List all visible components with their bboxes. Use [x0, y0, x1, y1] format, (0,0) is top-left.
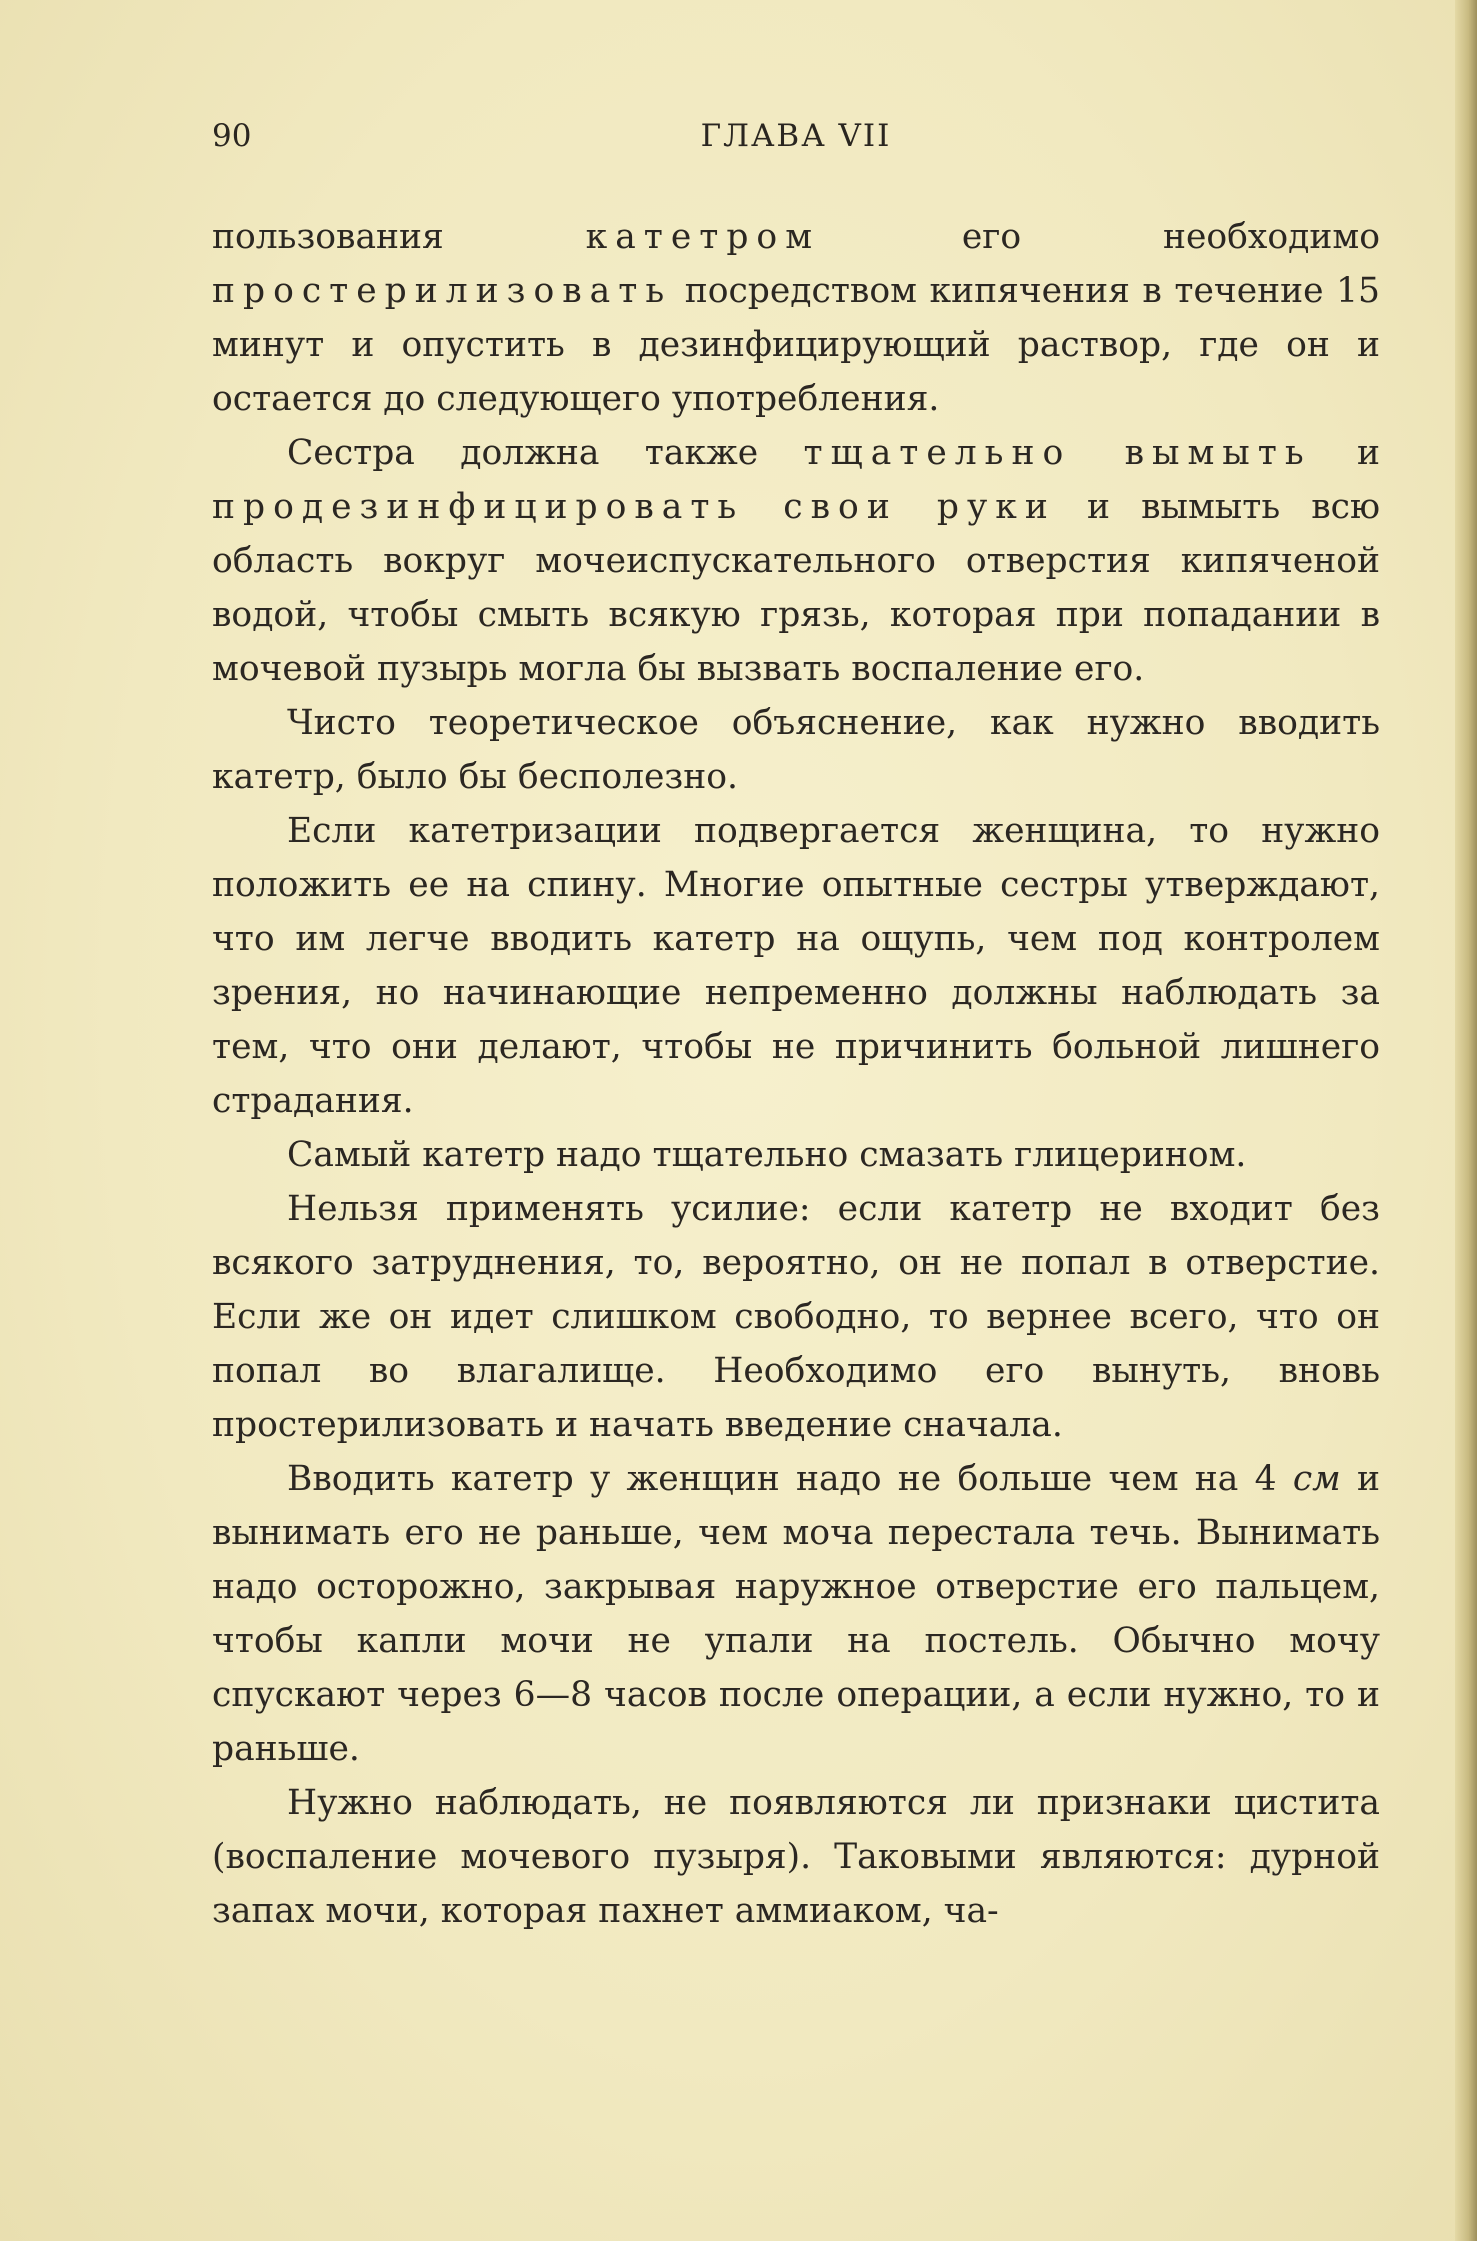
paragraph-4: Если катетризации подвергается женщина, то нужно положить ее на спину. Многие опытные сестры утверждают, что им легче вводить катетр на ощупь, чем под контролем зрения, но начинающие непременно должны наблюдать за тем, что они делают, чтобы не причинить больной лишнего страдания.	[212, 811, 1380, 1121]
italic-unit: см	[1292, 1459, 1341, 1499]
paragraph-1: пользования катетром его необходимо простерилизовать посредством кипячения в течение 15 минут и опустить в дезинфицирующий раствор, где он и остается до следующего употребления.	[212, 217, 1380, 419]
paragraph-7: Вводить катетр у женщин надо не больше чем на 4 см и вынимать его не раньше, чем моча перестала течь. Вынимать надо осторожно, закрывая наружное отверстие его пальцем, чтобы капли мочи не упали на постель. Обычно мочу спускают через 6—8 часов после операции, а если нужно, то и раньше.	[212, 1459, 1380, 1769]
spaced-word: продезинфицировать свои руки	[212, 487, 1056, 527]
page-edge	[1455, 0, 1477, 2241]
page-number: 90	[212, 118, 252, 154]
paragraph-3: Чисто теоретическое объяснение, как нужно вводить катетр, было бы бесполезно.	[212, 703, 1380, 797]
body-text	[212, 210, 1380, 1938]
spaced-word: простерилизовать	[212, 271, 673, 311]
spaced-word: катетром	[585, 217, 821, 257]
spaced-word: тщательно вымыть	[803, 433, 1312, 473]
paragraph-5: Самый катетр надо тщательно смазать глицерином.	[287, 1135, 1247, 1175]
paragraph-6: Нельзя применять усилие: если катетр не входит без всякого затруднения, то, вероятно, он не попал в отверстие. Если же он идет слишком свободно, то вернее всего, что он попал во влагалище. Необходимо его вынуть, вновь простерилизовать и начать введение сначала.	[212, 1189, 1380, 1445]
chapter-title: ГЛАВА VII	[700, 118, 892, 154]
page-header	[212, 118, 1380, 168]
paragraph-8: Нужно наблюдать, не появляются ли признаки цистита (воспаление мочевого пузыря). Таковыми являются: дурной запах мочи, которая пахнет аммиаком, ча-	[212, 1783, 1380, 1931]
paragraph-2: Сестра должна также тщательно вымыть и продезинфицировать свои руки и вымыть всю область вокруг мочеиспускательного отверстия кипяченой водой, чтобы смыть всякую грязь, которая при попадании в мочевой пузырь могла бы вызвать воспаление его.	[212, 433, 1380, 689]
